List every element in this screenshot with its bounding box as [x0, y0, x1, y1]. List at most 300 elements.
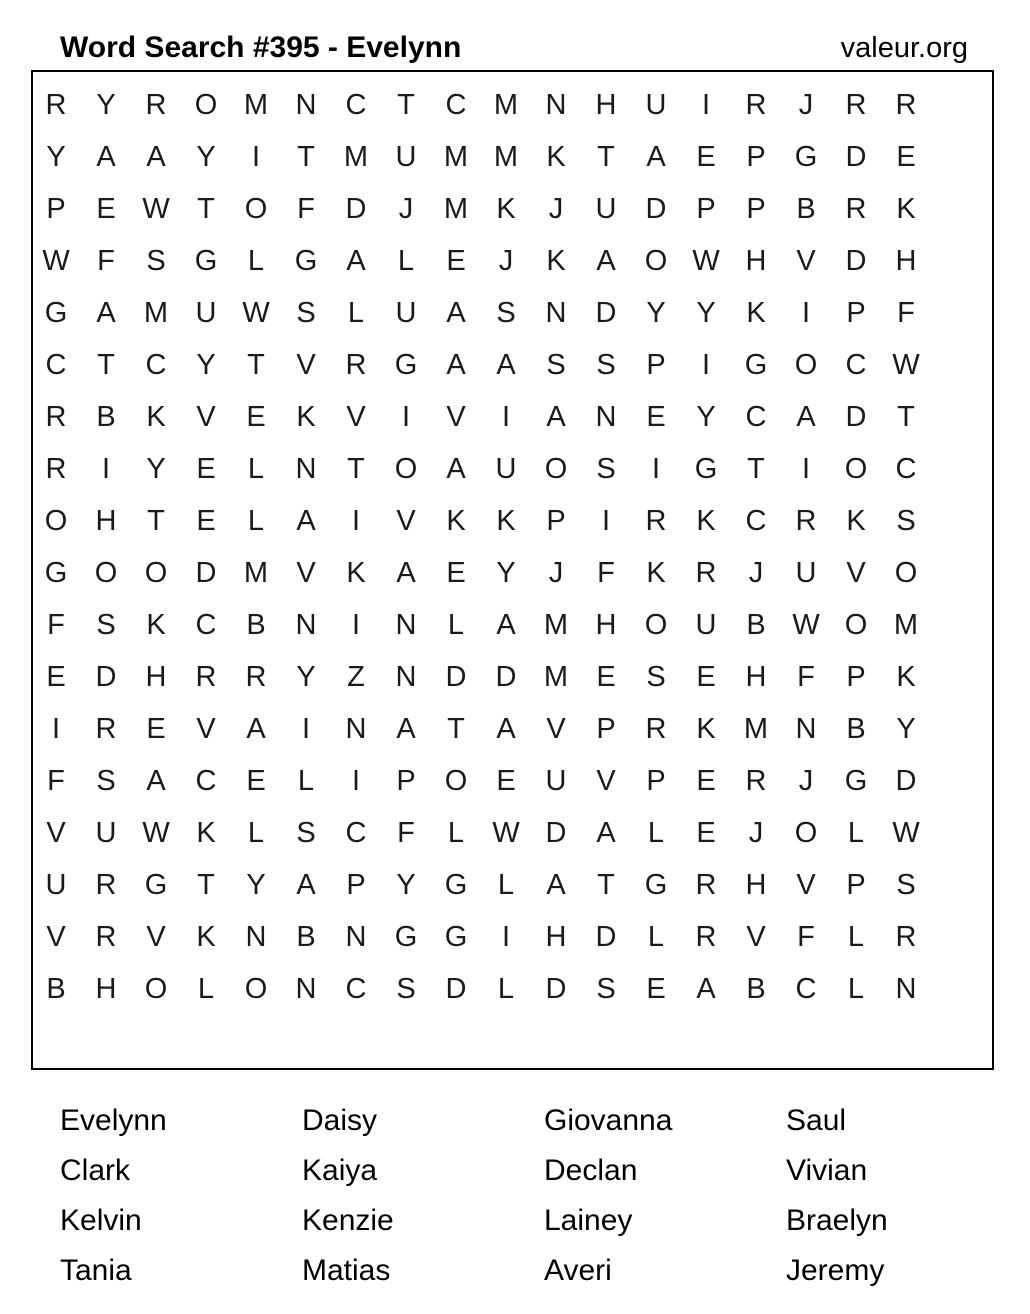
grid-cell[interactable]: H: [895, 244, 917, 277]
grid-cell[interactable]: O: [244, 192, 268, 225]
grid-cell[interactable]: F: [797, 920, 815, 953]
grid-cell[interactable]: W: [142, 192, 170, 225]
grid-cell[interactable]: A: [496, 712, 516, 745]
grid-cell[interactable]: J: [398, 192, 414, 225]
grid-cell[interactable]: R: [745, 764, 767, 797]
grid-cell[interactable]: B: [746, 608, 766, 641]
grid-cell[interactable]: L: [847, 816, 865, 849]
grid-cell[interactable]: C: [45, 348, 67, 381]
grid-cell[interactable]: R: [45, 400, 67, 433]
grid-cell[interactable]: C: [745, 504, 767, 537]
grid-cell[interactable]: M: [543, 660, 569, 693]
grid-cell[interactable]: D: [845, 244, 867, 277]
grid-cell[interactable]: V: [296, 556, 316, 589]
grid-cell[interactable]: E: [446, 244, 466, 277]
grid-cell[interactable]: Y: [696, 400, 716, 433]
grid-cell[interactable]: K: [496, 192, 516, 225]
grid-cell[interactable]: M: [443, 140, 469, 173]
grid-cell[interactable]: S: [596, 452, 616, 485]
grid-cell[interactable]: L: [197, 972, 215, 1005]
grid-cell[interactable]: F: [97, 244, 115, 277]
grid-cell[interactable]: J: [798, 764, 814, 797]
grid-cell[interactable]: Y: [896, 712, 916, 745]
grid-cell[interactable]: C: [195, 764, 217, 797]
grid-cell[interactable]: G: [694, 452, 718, 485]
grid-cell[interactable]: D: [645, 192, 667, 225]
grid-cell[interactable]: V: [296, 348, 316, 381]
grid-cell[interactable]: F: [397, 816, 415, 849]
grid-cell[interactable]: O: [794, 816, 818, 849]
grid-cell[interactable]: D: [445, 660, 467, 693]
grid-cell[interactable]: O: [644, 608, 668, 641]
grid-cell[interactable]: A: [146, 764, 166, 797]
grid-cell[interactable]: W: [892, 348, 920, 381]
grid-cell[interactable]: M: [243, 556, 269, 589]
grid-cell[interactable]: R: [145, 88, 167, 121]
grid-cell[interactable]: L: [647, 816, 665, 849]
grid-cell[interactable]: E: [696, 764, 716, 797]
grid-cell[interactable]: P: [746, 140, 766, 173]
grid-cell[interactable]: K: [196, 816, 216, 849]
grid-cell[interactable]: I: [301, 712, 311, 745]
grid-cell[interactable]: A: [546, 400, 566, 433]
grid-cell[interactable]: G: [144, 868, 168, 901]
grid-cell[interactable]: O: [894, 556, 918, 589]
grid-cell[interactable]: I: [801, 452, 811, 485]
grid-cell[interactable]: D: [845, 400, 867, 433]
grid-cell[interactable]: H: [745, 244, 767, 277]
grid-cell[interactable]: L: [447, 816, 465, 849]
grid-cell[interactable]: M: [493, 88, 519, 121]
grid-cell[interactable]: L: [297, 764, 315, 797]
grid-cell[interactable]: M: [743, 712, 769, 745]
grid-cell[interactable]: K: [546, 140, 566, 173]
grid-cell[interactable]: C: [845, 348, 867, 381]
grid-cell[interactable]: A: [96, 140, 116, 173]
grid-cell[interactable]: N: [345, 712, 367, 745]
grid-cell[interactable]: E: [446, 556, 466, 589]
grid-cell[interactable]: B: [796, 192, 816, 225]
grid-cell[interactable]: S: [96, 764, 116, 797]
grid-cell[interactable]: F: [597, 556, 615, 589]
grid-cell[interactable]: G: [644, 868, 668, 901]
grid-cell[interactable]: E: [246, 764, 266, 797]
grid-cell[interactable]: B: [46, 972, 66, 1005]
grid-cell[interactable]: L: [247, 504, 265, 537]
grid-cell[interactable]: R: [95, 712, 117, 745]
grid-cell[interactable]: R: [695, 556, 717, 589]
grid-cell[interactable]: N: [395, 608, 417, 641]
grid-cell[interactable]: U: [795, 556, 817, 589]
grid-cell[interactable]: U: [395, 296, 417, 329]
grid-cell[interactable]: O: [794, 348, 818, 381]
grid-cell[interactable]: F: [47, 764, 65, 797]
grid-cell[interactable]: C: [345, 816, 367, 849]
grid-cell[interactable]: V: [46, 920, 66, 953]
grid-cell[interactable]: V: [746, 920, 766, 953]
grid-cell[interactable]: G: [444, 868, 468, 901]
grid-cell[interactable]: E: [596, 660, 616, 693]
grid-cell[interactable]: V: [196, 400, 216, 433]
grid-cell[interactable]: N: [545, 88, 567, 121]
grid-cell[interactable]: B: [746, 972, 766, 1005]
grid-cell[interactable]: A: [496, 348, 516, 381]
grid-cell[interactable]: S: [96, 608, 116, 641]
grid-cell[interactable]: O: [644, 244, 668, 277]
grid-cell[interactable]: W: [692, 244, 720, 277]
grid-cell[interactable]: P: [646, 764, 666, 797]
grid-cell[interactable]: H: [95, 972, 117, 1005]
grid-cell[interactable]: G: [844, 764, 868, 797]
grid-cell[interactable]: D: [545, 972, 567, 1005]
grid-cell[interactable]: R: [845, 88, 867, 121]
grid-cell[interactable]: E: [646, 400, 666, 433]
grid-cell[interactable]: L: [247, 244, 265, 277]
grid-cell[interactable]: Y: [296, 660, 316, 693]
grid-cell[interactable]: A: [596, 244, 616, 277]
grid-cell[interactable]: E: [96, 192, 116, 225]
grid-cell[interactable]: I: [801, 296, 811, 329]
grid-cell[interactable]: T: [297, 140, 315, 173]
grid-cell[interactable]: T: [197, 192, 215, 225]
grid-cell[interactable]: I: [501, 400, 511, 433]
grid-cell[interactable]: A: [796, 400, 816, 433]
grid-cell[interactable]: T: [247, 348, 265, 381]
grid-cell[interactable]: I: [501, 920, 511, 953]
grid-cell[interactable]: G: [394, 920, 418, 953]
grid-cell[interactable]: V: [146, 920, 166, 953]
grid-cell[interactable]: L: [347, 296, 365, 329]
grid-cell[interactable]: I: [251, 140, 261, 173]
grid-cell[interactable]: S: [596, 348, 616, 381]
grid-cell[interactable]: Y: [696, 296, 716, 329]
grid-cell[interactable]: S: [646, 660, 666, 693]
grid-cell[interactable]: C: [145, 348, 167, 381]
grid-cell[interactable]: T: [447, 712, 465, 745]
grid-cell[interactable]: P: [846, 868, 866, 901]
grid-cell[interactable]: D: [895, 764, 917, 797]
grid-cell[interactable]: E: [196, 504, 216, 537]
grid-cell[interactable]: R: [45, 88, 67, 121]
grid-cell[interactable]: M: [493, 140, 519, 173]
grid-cell[interactable]: K: [346, 556, 366, 589]
grid-cell[interactable]: T: [397, 88, 415, 121]
grid-cell[interactable]: R: [645, 504, 667, 537]
grid-cell[interactable]: Y: [246, 868, 266, 901]
grid-cell[interactable]: C: [195, 608, 217, 641]
grid-cell[interactable]: J: [798, 88, 814, 121]
grid-cell[interactable]: S: [396, 972, 416, 1005]
grid-cell[interactable]: P: [396, 764, 416, 797]
grid-cell[interactable]: V: [596, 764, 616, 797]
grid-cell[interactable]: V: [846, 556, 866, 589]
grid-cell[interactable]: Y: [196, 348, 216, 381]
grid-cell[interactable]: K: [696, 712, 716, 745]
grid-cell[interactable]: M: [893, 608, 919, 641]
grid-cell[interactable]: Y: [496, 556, 516, 589]
grid-cell[interactable]: E: [496, 764, 516, 797]
grid-cell[interactable]: I: [51, 712, 61, 745]
grid-cell[interactable]: D: [445, 972, 467, 1005]
grid-cell[interactable]: V: [796, 868, 816, 901]
grid-cell[interactable]: D: [95, 660, 117, 693]
grid-cell[interactable]: R: [245, 660, 267, 693]
grid-cell[interactable]: D: [595, 296, 617, 329]
grid-cell[interactable]: V: [396, 504, 416, 537]
grid-cell[interactable]: R: [645, 712, 667, 745]
grid-cell[interactable]: K: [296, 400, 316, 433]
grid-cell[interactable]: S: [896, 504, 916, 537]
grid-cell[interactable]: P: [46, 192, 66, 225]
grid-cell[interactable]: S: [296, 296, 316, 329]
grid-cell[interactable]: T: [597, 868, 615, 901]
grid-cell[interactable]: Y: [646, 296, 666, 329]
grid-cell[interactable]: Y: [46, 140, 66, 173]
grid-cell[interactable]: I: [701, 348, 711, 381]
grid-cell[interactable]: E: [696, 660, 716, 693]
grid-cell[interactable]: T: [147, 504, 165, 537]
grid-cell[interactable]: D: [495, 660, 517, 693]
grid-cell[interactable]: E: [646, 972, 666, 1005]
grid-cell[interactable]: O: [44, 504, 68, 537]
grid-cell[interactable]: K: [846, 504, 866, 537]
grid-cell[interactable]: A: [346, 244, 366, 277]
grid-cell[interactable]: I: [651, 452, 661, 485]
grid-cell[interactable]: P: [846, 660, 866, 693]
grid-cell[interactable]: G: [194, 244, 218, 277]
grid-cell[interactable]: T: [347, 452, 365, 485]
grid-cell[interactable]: Y: [396, 868, 416, 901]
grid-cell[interactable]: D: [345, 192, 367, 225]
grid-cell[interactable]: O: [144, 972, 168, 1005]
grid-cell[interactable]: J: [748, 556, 764, 589]
grid-cell[interactable]: H: [595, 88, 617, 121]
grid-cell[interactable]: S: [546, 348, 566, 381]
grid-cell[interactable]: T: [197, 868, 215, 901]
grid-cell[interactable]: A: [246, 712, 266, 745]
grid-cell[interactable]: K: [896, 660, 916, 693]
grid-cell[interactable]: R: [895, 88, 917, 121]
grid-cell[interactable]: V: [546, 712, 566, 745]
grid-cell[interactable]: A: [496, 608, 516, 641]
grid-cell[interactable]: R: [695, 920, 717, 953]
grid-cell[interactable]: K: [496, 504, 516, 537]
grid-cell[interactable]: L: [397, 244, 415, 277]
grid-cell[interactable]: O: [844, 452, 868, 485]
grid-cell[interactable]: R: [195, 660, 217, 693]
grid-cell[interactable]: O: [844, 608, 868, 641]
grid-cell[interactable]: W: [242, 296, 270, 329]
grid-cell[interactable]: H: [595, 608, 617, 641]
grid-cell[interactable]: N: [545, 296, 567, 329]
grid-cell[interactable]: N: [295, 608, 317, 641]
grid-cell[interactable]: U: [95, 816, 117, 849]
grid-cell[interactable]: F: [297, 192, 315, 225]
grid-cell[interactable]: A: [396, 556, 416, 589]
grid-cell[interactable]: V: [796, 244, 816, 277]
grid-cell[interactable]: M: [243, 88, 269, 121]
grid-cell[interactable]: D: [595, 920, 617, 953]
grid-cell[interactable]: U: [45, 868, 67, 901]
grid-cell[interactable]: U: [595, 192, 617, 225]
grid-cell[interactable]: A: [296, 868, 316, 901]
grid-cell[interactable]: W: [42, 244, 70, 277]
grid-cell[interactable]: K: [696, 504, 716, 537]
grid-cell[interactable]: P: [346, 868, 366, 901]
grid-cell[interactable]: A: [146, 140, 166, 173]
grid-cell[interactable]: A: [696, 972, 716, 1005]
grid-cell[interactable]: J: [498, 244, 514, 277]
grid-cell[interactable]: W: [142, 816, 170, 849]
grid-cell[interactable]: K: [896, 192, 916, 225]
grid-cell[interactable]: L: [647, 920, 665, 953]
grid-cell[interactable]: C: [345, 972, 367, 1005]
grid-cell[interactable]: B: [296, 920, 316, 953]
grid-cell[interactable]: H: [145, 660, 167, 693]
grid-cell[interactable]: O: [444, 764, 468, 797]
grid-cell[interactable]: I: [601, 504, 611, 537]
grid-cell[interactable]: I: [351, 764, 361, 797]
grid-cell[interactable]: R: [45, 452, 67, 485]
grid-cell[interactable]: F: [897, 296, 915, 329]
grid-cell[interactable]: A: [96, 296, 116, 329]
grid-cell[interactable]: N: [295, 972, 317, 1005]
grid-cell[interactable]: M: [143, 296, 169, 329]
grid-cell[interactable]: I: [101, 452, 111, 485]
grid-cell[interactable]: H: [95, 504, 117, 537]
grid-cell[interactable]: L: [847, 920, 865, 953]
grid-cell[interactable]: C: [445, 88, 467, 121]
grid-cell[interactable]: A: [296, 504, 316, 537]
grid-cell[interactable]: R: [795, 504, 817, 537]
grid-cell[interactable]: G: [394, 348, 418, 381]
grid-cell[interactable]: C: [895, 452, 917, 485]
grid-cell[interactable]: K: [646, 556, 666, 589]
grid-cell[interactable]: P: [646, 348, 666, 381]
grid-cell[interactable]: V: [196, 712, 216, 745]
grid-cell[interactable]: F: [47, 608, 65, 641]
grid-cell[interactable]: A: [446, 296, 466, 329]
grid-cell[interactable]: E: [146, 712, 166, 745]
grid-cell[interactable]: L: [497, 868, 515, 901]
grid-cell[interactable]: U: [695, 608, 717, 641]
grid-cell[interactable]: R: [745, 88, 767, 121]
grid-cell[interactable]: O: [244, 972, 268, 1005]
grid-cell[interactable]: R: [695, 868, 717, 901]
grid-cell[interactable]: N: [245, 920, 267, 953]
grid-cell[interactable]: K: [546, 244, 566, 277]
grid-cell[interactable]: D: [545, 816, 567, 849]
grid-cell[interactable]: I: [351, 608, 361, 641]
grid-cell[interactable]: D: [195, 556, 217, 589]
grid-cell[interactable]: W: [892, 816, 920, 849]
grid-cell[interactable]: U: [545, 764, 567, 797]
grid-cell[interactable]: L: [847, 972, 865, 1005]
grid-cell[interactable]: G: [44, 556, 68, 589]
grid-cell[interactable]: A: [446, 348, 466, 381]
grid-cell[interactable]: G: [794, 140, 818, 173]
grid-cell[interactable]: O: [194, 88, 218, 121]
grid-cell[interactable]: H: [745, 868, 767, 901]
grid-cell[interactable]: V: [346, 400, 366, 433]
grid-cell[interactable]: U: [645, 88, 667, 121]
grid-cell[interactable]: K: [146, 400, 166, 433]
grid-cell[interactable]: B: [96, 400, 116, 433]
grid-cell[interactable]: A: [396, 712, 416, 745]
grid-cell[interactable]: G: [294, 244, 318, 277]
grid-cell[interactable]: E: [196, 452, 216, 485]
grid-cell[interactable]: S: [896, 868, 916, 901]
grid-cell[interactable]: R: [95, 920, 117, 953]
grid-cell[interactable]: T: [747, 452, 765, 485]
grid-cell[interactable]: K: [746, 296, 766, 329]
grid-cell[interactable]: L: [247, 816, 265, 849]
grid-cell[interactable]: S: [146, 244, 166, 277]
grid-cell[interactable]: O: [394, 452, 418, 485]
grid-cell[interactable]: K: [146, 608, 166, 641]
grid-cell[interactable]: C: [795, 972, 817, 1005]
grid-cell[interactable]: I: [351, 504, 361, 537]
grid-cell[interactable]: I: [401, 400, 411, 433]
grid-cell[interactable]: E: [246, 400, 266, 433]
grid-cell[interactable]: H: [745, 660, 767, 693]
grid-cell[interactable]: F: [797, 660, 815, 693]
grid-cell[interactable]: R: [845, 192, 867, 225]
grid-cell[interactable]: M: [543, 608, 569, 641]
grid-cell[interactable]: Y: [96, 88, 116, 121]
grid-cell[interactable]: V: [446, 400, 466, 433]
grid-cell[interactable]: K: [196, 920, 216, 953]
grid-cell[interactable]: K: [446, 504, 466, 537]
grid-cell[interactable]: R: [895, 920, 917, 953]
grid-cell[interactable]: L: [447, 608, 465, 641]
grid-cell[interactable]: J: [548, 192, 564, 225]
grid-cell[interactable]: C: [345, 88, 367, 121]
grid-cell[interactable]: G: [444, 920, 468, 953]
grid-cell[interactable]: N: [295, 88, 317, 121]
grid-cell[interactable]: U: [395, 140, 417, 173]
grid-cell[interactable]: P: [846, 296, 866, 329]
grid-cell[interactable]: O: [544, 452, 568, 485]
grid-cell[interactable]: N: [795, 712, 817, 745]
grid-cell[interactable]: J: [548, 556, 564, 589]
grid-cell[interactable]: A: [446, 452, 466, 485]
grid-cell[interactable]: T: [597, 140, 615, 173]
grid-cell[interactable]: H: [545, 920, 567, 953]
grid-cell[interactable]: S: [496, 296, 516, 329]
grid-cell[interactable]: R: [95, 868, 117, 901]
grid-cell[interactable]: M: [343, 140, 369, 173]
grid-cell[interactable]: N: [595, 400, 617, 433]
grid-cell[interactable]: N: [345, 920, 367, 953]
grid-cell[interactable]: C: [745, 400, 767, 433]
grid-cell[interactable]: O: [144, 556, 168, 589]
grid-cell[interactable]: D: [845, 140, 867, 173]
grid-cell[interactable]: U: [195, 296, 217, 329]
grid-cell[interactable]: E: [696, 140, 716, 173]
grid-cell[interactable]: E: [46, 660, 66, 693]
grid-cell[interactable]: T: [97, 348, 115, 381]
grid-cell[interactable]: N: [295, 452, 317, 485]
grid-cell[interactable]: P: [596, 712, 616, 745]
grid-cell[interactable]: G: [44, 296, 68, 329]
grid-cell[interactable]: L: [247, 452, 265, 485]
grid-cell[interactable]: U: [495, 452, 517, 485]
grid-cell[interactable]: B: [246, 608, 266, 641]
grid-cell[interactable]: I: [701, 88, 711, 121]
grid-cell[interactable]: G: [744, 348, 768, 381]
grid-cell[interactable]: S: [296, 816, 316, 849]
